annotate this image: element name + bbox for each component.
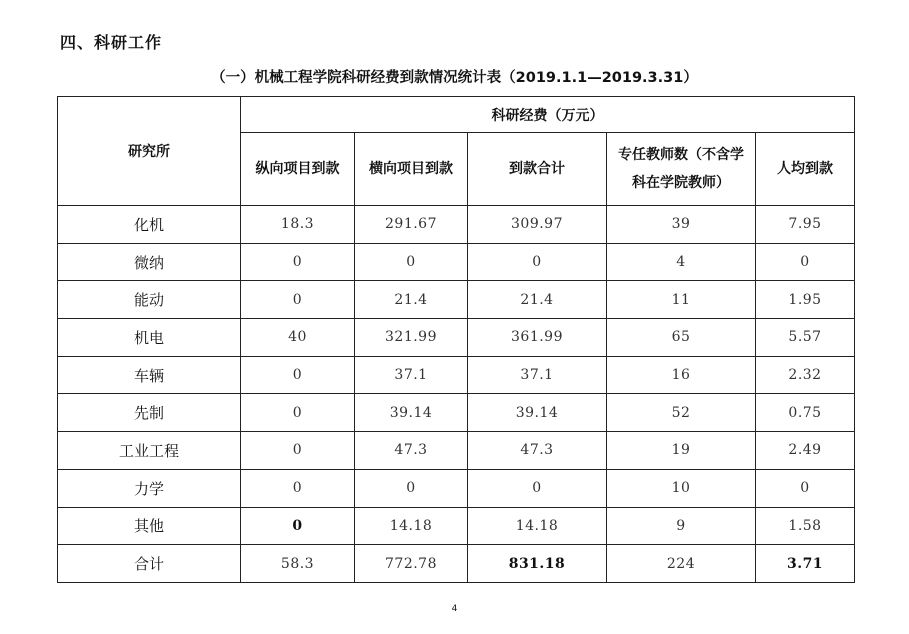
table-row [58,394,855,432]
table-row [58,356,855,394]
vertical-funding-cell: 0 [241,432,355,470]
total-funding-cell: 14.18 [468,507,607,545]
horizontal-funding-cell: 47.3 [355,432,468,470]
institute-name: 其他 [58,507,241,545]
header-funding-group: 科研经费（万元） [241,97,855,133]
table-row [58,432,855,470]
vertical-funding-cell: 0 [241,507,355,545]
table-row [58,469,855,507]
per-capita-cell: 0.75 [756,394,855,432]
institute-name: 力学 [58,469,241,507]
vertical-funding-cell: 18.3 [241,206,355,244]
table-row [58,281,855,319]
vertical-funding-cell: 0 [241,394,355,432]
table-row [58,319,855,357]
header-teacher-count-line2: 科在学院教师） [632,175,730,191]
total-funding-cell: 309.97 [468,206,607,244]
vertical-funding-cell: 0 [241,281,355,319]
total-funding-cell: 831.18 [468,545,607,583]
table-row [58,507,855,545]
per-capita-cell: 2.32 [756,356,855,394]
teacher-count-cell: 19 [607,432,756,470]
per-capita-cell: 0 [756,469,855,507]
vertical-funding-cell: 40 [241,319,355,357]
header-total-funding: 到款合计 [468,133,607,206]
institute-name: 能动 [58,281,241,319]
horizontal-funding-cell: 21.4 [355,281,468,319]
institute-name: 车辆 [58,356,241,394]
teacher-count-cell: 16 [607,356,756,394]
per-capita-cell: 2.49 [756,432,855,470]
table-row [58,243,855,281]
teacher-count-cell: 224 [607,545,756,583]
total-funding-cell: 0 [468,243,607,281]
header-teacher-count [607,133,756,206]
total-funding-cell: 39.14 [468,394,607,432]
header-institute: 研究所 [58,97,241,206]
teacher-count-cell: 11 [607,281,756,319]
per-capita-cell: 5.57 [756,319,855,357]
per-capita-cell: 1.58 [756,507,855,545]
header-teacher-count-line1: 专任教师数（不含学 [618,147,744,163]
total-funding-cell: 37.1 [468,356,607,394]
total-funding-cell: 21.4 [468,281,607,319]
research-funding-table [57,96,855,583]
vertical-funding-cell: 0 [241,469,355,507]
header-per-capita: 人均到款 [756,133,855,206]
per-capita-cell: 0 [756,243,855,281]
teacher-count-cell: 65 [607,319,756,357]
total-funding-cell: 361.99 [468,319,607,357]
teacher-count-cell: 52 [607,394,756,432]
institute-name: 化机 [58,206,241,244]
total-funding-cell: 0 [468,469,607,507]
institute-name: 先制 [58,394,241,432]
vertical-funding-cell: 0 [241,356,355,394]
total-funding-cell: 47.3 [468,432,607,470]
header-horizontal-funding: 横向项目到款 [355,133,468,206]
per-capita-cell: 3.71 [756,545,855,583]
horizontal-funding-cell: 14.18 [355,507,468,545]
horizontal-funding-cell: 321.99 [355,319,468,357]
institute-name: 合计 [58,545,241,583]
section-heading: 四、科研工作 [60,33,163,52]
institute-name: 机电 [58,319,241,357]
header-vertical-funding: 纵向项目到款 [241,133,355,206]
horizontal-funding-cell: 0 [355,243,468,281]
table-row [58,206,855,244]
per-capita-cell: 1.95 [756,281,855,319]
institute-name: 微纳 [58,243,241,281]
table-caption: （一）机械工程学院科研经费到款情况统计表（2019.1.1—2019.3.31） [211,70,698,86]
horizontal-funding-cell: 39.14 [355,394,468,432]
page-number: 4 [451,604,458,614]
teacher-count-cell: 10 [607,469,756,507]
institute-name: 工业工程 [58,432,241,470]
horizontal-funding-cell: 0 [355,469,468,507]
vertical-funding-cell: 58.3 [241,545,355,583]
horizontal-funding-cell: 772.78 [355,545,468,583]
header-row-group [58,97,855,133]
table-total-row [58,545,855,583]
horizontal-funding-cell: 37.1 [355,356,468,394]
per-capita-cell: 7.95 [756,206,855,244]
horizontal-funding-cell: 291.67 [355,206,468,244]
vertical-funding-cell: 0 [241,243,355,281]
teacher-count-cell: 9 [607,507,756,545]
teacher-count-cell: 4 [607,243,756,281]
teacher-count-cell: 39 [607,206,756,244]
